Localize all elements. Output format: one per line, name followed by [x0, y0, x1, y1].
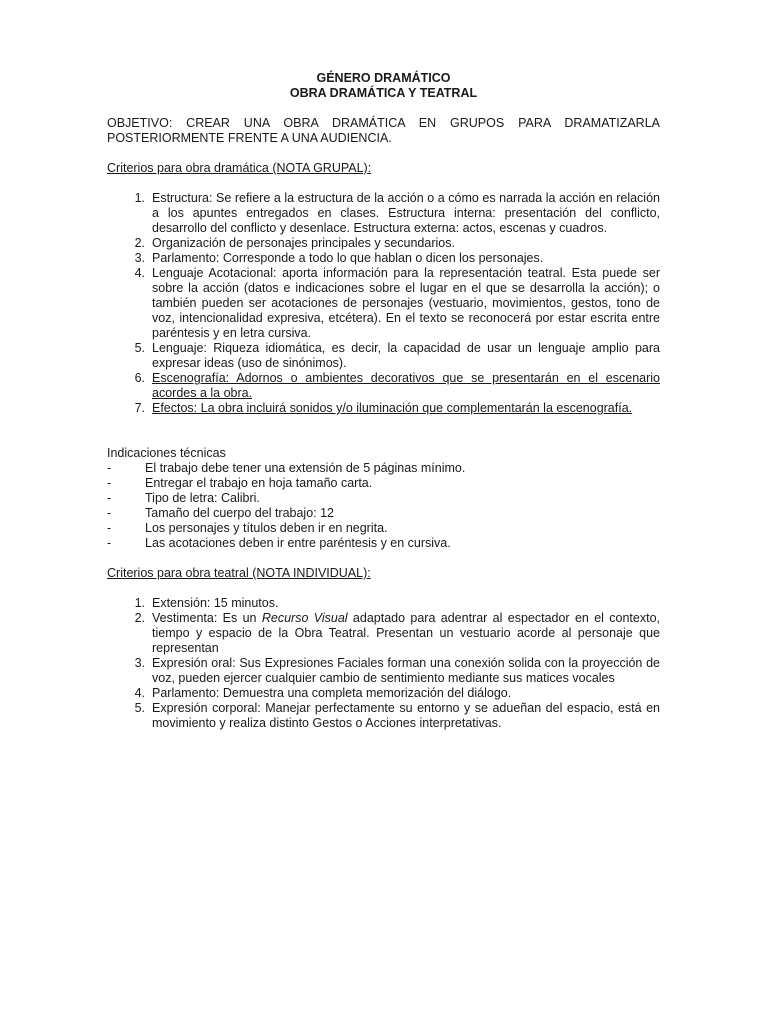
criteria-theatrical-list: [107, 596, 660, 731]
list-item: 3. Parlamento: Corresponde a todo lo que hablan o dicen los personajes.: [134, 251, 544, 265]
list-item: 4. Parlamento: Demuestra una completa memorización del diálogo.: [134, 686, 512, 700]
document-body: [107, 71, 660, 731]
technical-heading: Indicaciones técnicas: [107, 446, 226, 460]
list-item: 6. Escenografía: Adornos o ambientes decorativos que se presentarán en el escenario acordes a la obra.: [134, 371, 660, 400]
doc-subtitle: OBRA DRAMÁTICA Y TEATRAL: [289, 86, 478, 100]
list-item: 1. Extensión: 15 minutos.: [134, 596, 279, 610]
criteria-theatrical-heading: Criterios para obra teatral (NOTA INDIVIDUAL):: [107, 566, 371, 580]
objective-paragraph: OBJETIVO: CREAR UNA OBRA DRAMÁTICA EN GRUPOS PARA DRAMATIZARLA POSTERIORMENTE FRENTE A UNA AUDIENCIA.: [107, 116, 660, 145]
criteria-dramatic-heading: Criterios para obra dramática (NOTA GRUPAL):: [107, 161, 372, 175]
list-item: 2. Vestimenta: Es un Recurso Visual adaptado para adentrar al espectador en el contexto, tiempo y espacio de la Obra Teatral. Presentan un vestuario acorde al personaje que representan: [134, 611, 660, 655]
technical-list: [107, 461, 660, 551]
list-item: - Entregar el trabajo en hoja tamaño carta.: [107, 476, 373, 490]
doc-title: GÉNERO DRAMÁTICO: [316, 71, 451, 85]
list-item: 1. Estructura: Se refiere a la estructura de la acción o a cómo es narrada la acción en relación a los apuntes entregados en clases. Estructura interna: presentación del conflicto, desarrollo del conflicto y desenlace. Estructura externa: actos, escenas y cuadros.: [134, 191, 660, 235]
list-item: 4. Lenguaje Acotacional: aporta información para la representación teatral. Esta puede ser sobre la acción (datos e indicaciones sobre el lugar en el que se desarrolla la acción); o también pueden ser acotaciones de personajes (vestuario, movimientos, gestos, tono de voz, intencionalidad expresiva, etcétera). En el texto se reconocerá por estar escrita entre paréntesis y en letra cursiva.: [134, 266, 660, 340]
list-item: - El trabajo debe tener una extensión de 5 páginas mínimo.: [107, 461, 466, 475]
criteria-dramatic-list: [107, 191, 660, 416]
list-item: 3. Expresión oral: Sus Expresiones Faciales forman una conexión solida con la proyección de voz, pueden ejercer cualquier cambio de sentimiento mediante sus matices vocales: [134, 656, 660, 685]
list-item: - Tamaño del cuerpo del trabajo: 12: [107, 506, 335, 520]
list-item: 5. Lenguaje: Riqueza idiomática, es decir, la capacidad de usar un lenguaje amplio para expresar ideas (uso de sinónimos).: [134, 341, 660, 370]
list-item: - Los personajes y títulos deben ir en negrita.: [107, 521, 388, 535]
list-item: 5. Expresión corporal: Manejar perfectamente su entorno y se adueñan del espacio, está en movimiento y realiza distinto Gestos o Acciones interpretativas.: [134, 701, 660, 730]
list-item: - Tipo de letra: Calibri.: [107, 491, 260, 505]
list-item: - Las acotaciones deben ir entre paréntesis y en cursiva.: [107, 536, 451, 550]
list-item: 2. Organización de personajes principales y secundarios.: [134, 236, 455, 250]
list-item: 7. Efectos: La obra incluirá sonidos y/o iluminación que complementarán la escenografía.: [134, 401, 633, 415]
